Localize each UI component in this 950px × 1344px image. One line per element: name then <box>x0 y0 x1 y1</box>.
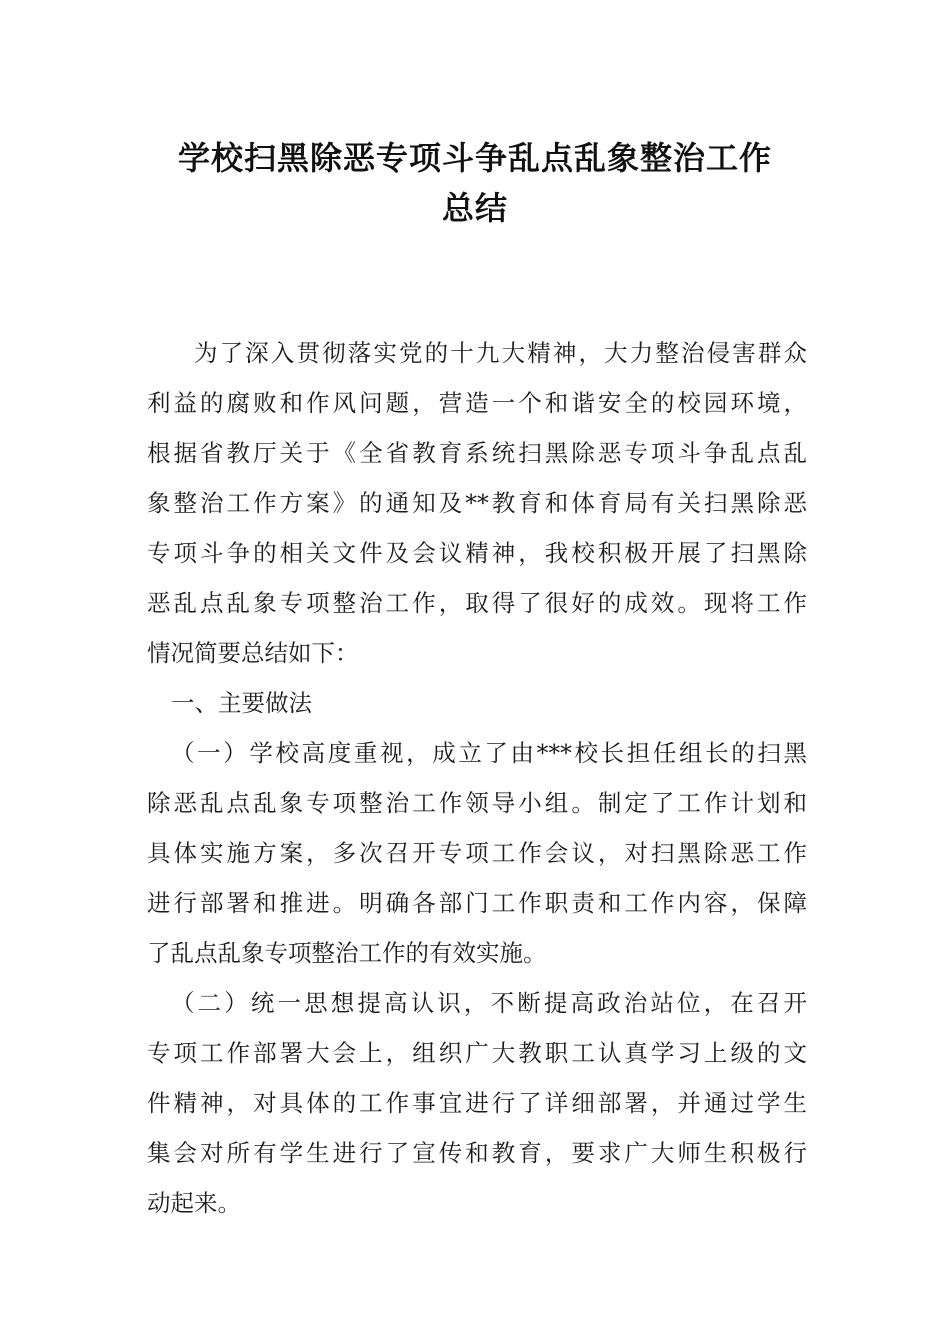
paragraph-line-9: （一）学校高度重视，成立了由***校长担任组长的扫黑 <box>171 739 807 767</box>
paragraph-line-18: 动起来。 <box>147 1189 241 1217</box>
paragraph-line-7: 情况简要总结如下： <box>147 639 359 667</box>
paragraph-line-5: 专项斗争的相关文件及会议精神，我校积极开展了扫黑除 <box>147 539 807 567</box>
paragraph-line-17: 集会对所有学生进行了宣传和教育，要求广大师生积极行 <box>147 1139 807 1167</box>
document-title-line-2: 总结 <box>441 189 508 227</box>
paragraph-line-2: 利益的腐败和作风问题，营造一个和谐安全的校园环境， <box>147 389 807 417</box>
paragraph-line-6: 恶乱点乱象专项整治工作，取得了很好的成效。现将工作 <box>147 589 807 617</box>
paragraph-line-13: 了乱点乱象专项整治工作的有效实施。 <box>147 939 547 967</box>
paragraph-line-1: 为了深入贯彻落实党的十九大精神，大力整治侵害群众 <box>194 339 807 367</box>
section-heading-main-practices: 一、主要做法 <box>171 689 312 717</box>
paragraph-line-14: （二）统一思想提高认识，不断提高政治站位，在召开 <box>171 989 807 1017</box>
paragraph-line-15: 专项工作部署大会上，组织广大教职工认真学习上级的文 <box>147 1039 807 1067</box>
paragraph-line-10: 除恶乱点乱象专项整治工作领导小组。制定了工作计划和 <box>147 789 807 817</box>
paragraph-line-16: 件精神，对具体的工作事宜进行了详细部署，并通过学生 <box>147 1089 807 1117</box>
paragraph-line-3: 根据省教厅关于《全省教育系统扫黑除恶专项斗争乱点乱 <box>147 439 807 467</box>
paragraph-line-11: 具体实施方案，多次召开专项工作会议，对扫黑除恶工作 <box>147 839 807 867</box>
document-title-line-1: 学校扫黑除恶专项斗争乱点乱象整治工作 <box>177 139 772 177</box>
paragraph-line-12: 进行部署和推进。明确各部门工作职责和工作内容，保障 <box>147 889 807 917</box>
paragraph-line-4: 象整治工作方案》的通知及**教育和体育局有关扫黑除恶 <box>147 489 807 517</box>
